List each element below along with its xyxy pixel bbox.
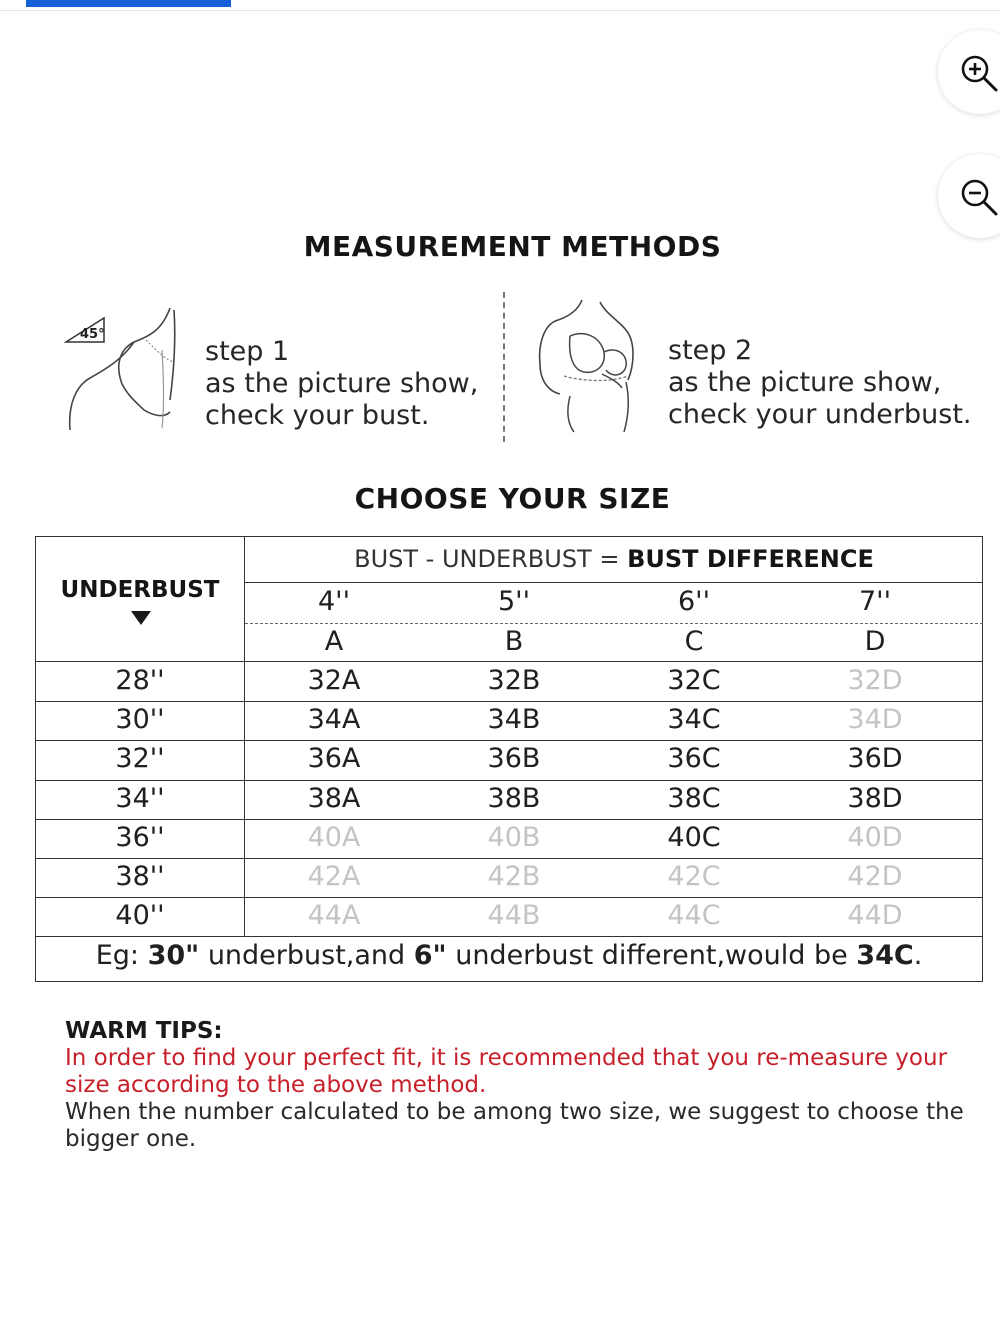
underbust-value: 32'' — [115, 743, 165, 775]
size-cell: 34D — [847, 704, 903, 736]
cup-letter: C — [684, 626, 704, 657]
bust-difference-value: 5'' — [497, 586, 531, 617]
size-cell: 32A — [307, 665, 361, 696]
example-bold: 30" — [147, 940, 200, 971]
cup-letter: B — [504, 626, 524, 657]
example-text: . — [913, 940, 923, 971]
size-example — [36, 940, 982, 971]
underbust-value: 34'' — [115, 782, 165, 814]
underbust-header: UNDERBUST — [60, 577, 220, 603]
size-cell: 36B — [487, 743, 541, 775]
size-cell: 44D — [847, 900, 903, 932]
example-text: underbust different,would be — [446, 940, 857, 971]
size-cell: 44C — [667, 900, 721, 932]
size-cell: 40D — [847, 821, 903, 853]
size-cell: 40B — [487, 821, 541, 853]
formula-prefix: BUST - UNDERBUST = — [354, 545, 628, 573]
warm-tips — [65, 1018, 965, 1153]
step2-instructions — [668, 335, 972, 431]
size-cell: 42D — [847, 861, 903, 892]
header-dashed-divider — [245, 623, 983, 624]
size-cell: 36C — [667, 743, 721, 775]
bust-difference-value: 7'' — [858, 586, 892, 617]
bust-difference-value: 4'' — [317, 586, 351, 617]
step1-line1: as the picture show, — [205, 368, 479, 399]
underbust-value: 38'' — [115, 861, 165, 892]
zoom-in-icon — [958, 52, 1000, 94]
size-chart-table — [35, 536, 983, 982]
size-cell: 44B — [487, 900, 541, 932]
size-cell: 38D — [847, 782, 903, 814]
row-divider — [36, 897, 983, 898]
svg-text:45°: 45° — [80, 327, 105, 342]
example-text: Eg: — [95, 940, 148, 971]
header-bottom-divider — [36, 661, 983, 662]
zoom-out-icon — [958, 176, 1000, 218]
cup-letter: D — [864, 626, 886, 657]
bust-difference-value: 6'' — [677, 586, 711, 617]
size-cell: 36D — [847, 743, 903, 775]
cup-letter: A — [324, 626, 344, 657]
underbust-value: 30'' — [115, 704, 165, 736]
header-row-divider — [245, 582, 983, 583]
size-cell: 32B — [487, 665, 541, 696]
zoom-out-button[interactable] — [938, 154, 1000, 238]
underbust-measure-illustration — [530, 296, 645, 436]
step2-line1: as the picture show, — [668, 367, 942, 398]
row-divider — [36, 740, 983, 741]
size-cell: 42A — [307, 861, 361, 892]
size-cell: 32C — [667, 665, 721, 696]
size-cell: 42B — [487, 861, 541, 892]
steps-divider — [503, 292, 505, 442]
tips-recommendation: In order to find your perfect fit, it is recommended that you re-measure your size according to the above method. — [65, 1045, 948, 1098]
choose-size-title: CHOOSE YOUR SIZE — [354, 482, 671, 515]
size-cell: 40A — [307, 821, 361, 853]
bust-measure-illustration — [62, 300, 187, 440]
underbust-value: 36'' — [115, 821, 165, 853]
size-cell: 44A — [307, 900, 361, 932]
step2-line2: check your underbust. — [668, 399, 972, 430]
size-cell: 38A — [307, 782, 361, 814]
underbust-value: 28'' — [115, 665, 165, 696]
step2-label: step 2 — [668, 335, 753, 366]
size-cell: 34C — [667, 704, 721, 736]
underbust-value: 40'' — [115, 900, 165, 932]
row-divider — [36, 701, 983, 702]
example-text: underbust,and — [199, 940, 414, 971]
down-triangle-icon — [131, 611, 151, 625]
tips-title: WARM TIPS: — [65, 1018, 223, 1044]
size-cell: 36A — [307, 743, 361, 775]
top-divider — [0, 10, 1000, 11]
size-cell: 32D — [847, 665, 903, 696]
size-cell: 38B — [487, 782, 541, 814]
size-cell: 34B — [487, 704, 541, 736]
bust-difference-formula — [245, 545, 983, 573]
formula-bold: BUST DIFFERENCE — [627, 545, 874, 573]
row-divider — [36, 936, 983, 937]
example-bold: 6" — [413, 940, 447, 971]
measurement-methods-title: MEASUREMENT METHODS — [303, 230, 722, 263]
size-cell: 34A — [307, 704, 361, 736]
row-divider — [36, 858, 983, 859]
size-cell: 38C — [667, 782, 721, 814]
step1-instructions — [205, 336, 478, 432]
tips-suggestion: When the number calculated to be among two size, we suggest to choose the bigger one. — [65, 1099, 964, 1152]
zoom-in-button[interactable] — [938, 30, 1000, 114]
active-tab-indicator — [26, 0, 231, 7]
row-divider — [36, 819, 983, 820]
example-bold: 34C — [856, 940, 914, 971]
size-cell: 42C — [667, 861, 721, 892]
size-cell: 40C — [667, 821, 721, 853]
step1-line2: check your bust. — [205, 400, 430, 431]
row-divider — [36, 780, 983, 781]
column-divider — [244, 537, 245, 936]
step1-label: step 1 — [205, 336, 290, 367]
